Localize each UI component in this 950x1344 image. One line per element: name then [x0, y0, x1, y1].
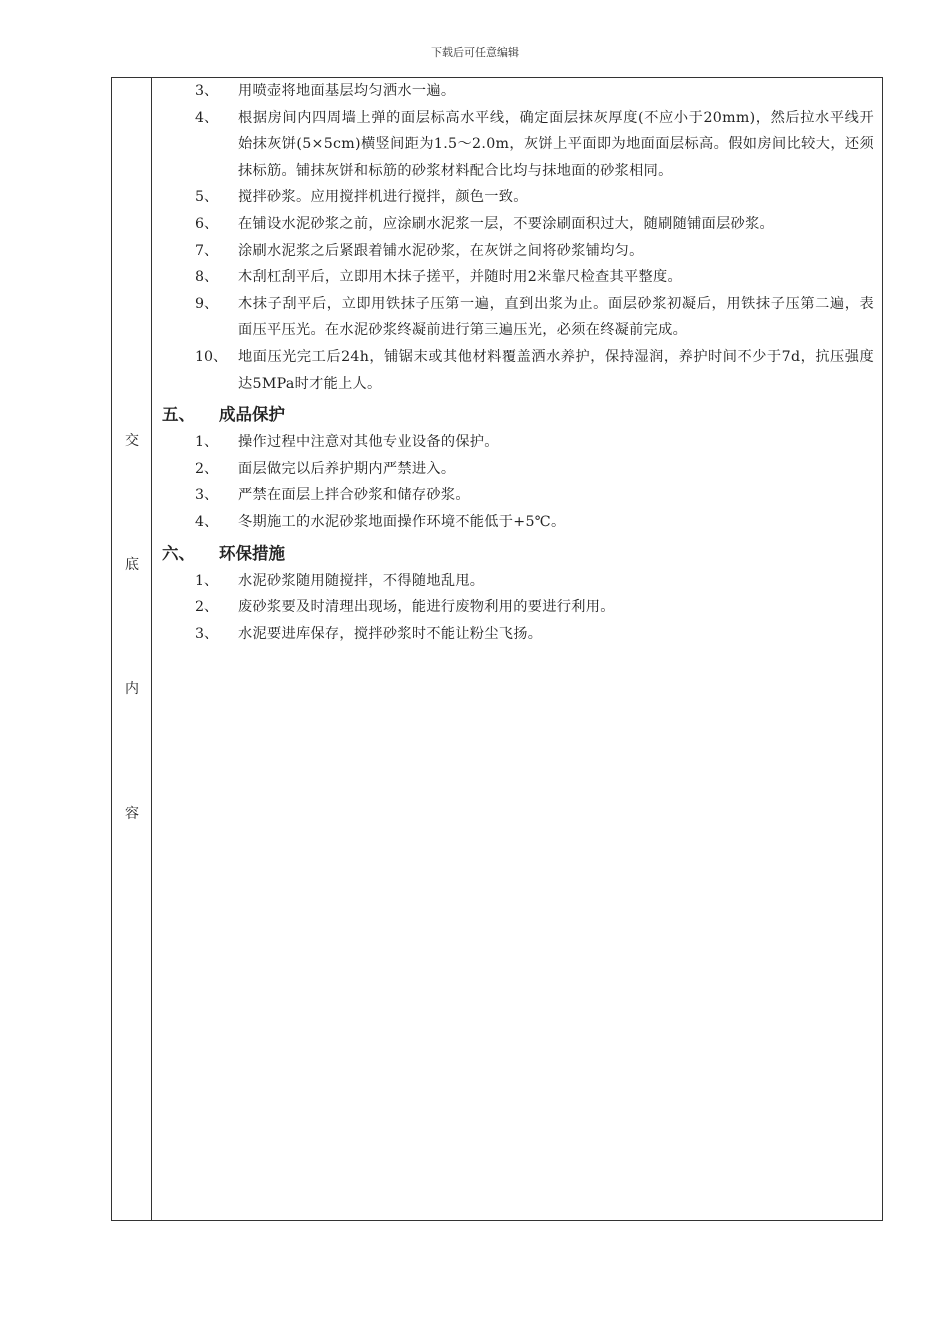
item-text: 水泥砂浆随用随搅拌，不得随地乱甩。	[238, 572, 485, 589]
section-heading-environmental-measures	[162, 540, 874, 568]
list-item	[162, 509, 874, 536]
left-label-char: 底	[125, 557, 139, 573]
item-text: 废砂浆要及时清理出现场，能进行废物利用的要进行利用。	[238, 599, 615, 616]
item-number: 9、	[195, 295, 219, 312]
list-item	[162, 482, 874, 509]
section-title: 成品保护	[219, 405, 285, 425]
item-text: 搅拌砂浆。应用搅拌机进行搅拌，颜色一致。	[238, 189, 528, 206]
item-text: 地面压光完工后24h，铺锯末或其他材料覆盖洒水养护，保持湿润，养护时间不少于7d，抗压强度达5MPa时才能上人。	[238, 348, 874, 392]
item-text: 面层做完以后养护期内严禁进入。	[238, 460, 456, 477]
item-text: 水泥要进库保存，搅拌砂浆时不能让粉尘飞扬。	[238, 625, 543, 642]
item-number: 3、	[195, 83, 219, 99]
list-item	[162, 264, 874, 291]
item-number: 4、	[195, 513, 219, 530]
list-item	[162, 238, 874, 265]
item-number: 5、	[195, 189, 219, 206]
item-number: 7、	[195, 242, 219, 259]
item-text: 在铺设水泥砂浆之前，应涂刷水泥浆一层，不要涂刷面积过大，随刷随铺面层砂浆。	[238, 215, 775, 232]
list-item	[162, 456, 874, 483]
list-item	[162, 594, 874, 621]
item-text: 涂刷水泥浆之后紧跟着铺水泥砂浆，在灰饼之间将砂浆铺均匀。	[238, 242, 644, 259]
item-number: 2、	[195, 460, 219, 477]
list-item	[162, 184, 874, 211]
left-label-char: 容	[125, 806, 139, 822]
item-text: 冬期施工的水泥砂浆地面操作环境不能低于+5℃。	[238, 513, 566, 530]
item-number: 2、	[195, 599, 219, 616]
section-number: 六、	[162, 543, 195, 563]
item-text: 木抹子刮平后，立即用铁抹子压第一遍，直到出浆为止。面层砂浆初凝后，用铁抹子压第二遍，表面压平压光。在水泥砂浆终凝前进行第三遍压光，必须在终凝前完成。	[238, 295, 874, 339]
section-heading-product-protection	[162, 401, 874, 429]
list-item	[162, 105, 874, 185]
left-label-char: 内	[125, 681, 139, 697]
item-text: 根据房间内四周墙上弹的面层标高水平线，确定面层抹灰厚度(不应小于20mm)，然后拉水平线开始抹灰饼(5×5cm)横竖间距为1.5～2.0m，灰饼上平面即为地面面层标高。假如房间比较大，还须抹标筋。铺抹灰饼和标筋的砂浆材料配合比均与抹地面的砂浆相同。	[238, 109, 874, 179]
list-item	[162, 621, 874, 648]
item-number: 8、	[195, 269, 219, 286]
left-label-column	[112, 78, 152, 1220]
section-title: 环保措施	[219, 543, 285, 563]
item-number: 10、	[195, 348, 228, 365]
list-item	[162, 211, 874, 238]
item-number: 1、	[195, 572, 219, 589]
item-text: 严禁在面层上拌合砂浆和储存砂浆。	[238, 487, 470, 504]
content-cell	[152, 78, 882, 647]
item-number: 1、	[195, 434, 219, 451]
list-item	[162, 568, 874, 595]
item-text: 木刮杠刮平后，立即用木抹子搓平，并随时用2米靠尺检查其平整度。	[238, 269, 682, 286]
item-number: 4、	[195, 109, 219, 126]
list-item	[162, 429, 874, 456]
left-label-char: 交	[125, 433, 139, 449]
item-number: 3、	[195, 487, 219, 504]
section-number: 五、	[162, 405, 195, 425]
list-item	[162, 344, 874, 397]
item-number: 3、	[195, 625, 219, 642]
item-number: 6、	[195, 215, 219, 232]
item-text: 操作过程中注意对其他专业设备的保护。	[238, 434, 499, 451]
list-item	[162, 78, 874, 105]
handover-table	[111, 77, 883, 1221]
list-item	[162, 291, 874, 344]
header-note: 下载后可任意编辑	[431, 46, 519, 59]
item-text: 用喷壶将地面基层均匀洒水一遍。	[238, 83, 456, 99]
